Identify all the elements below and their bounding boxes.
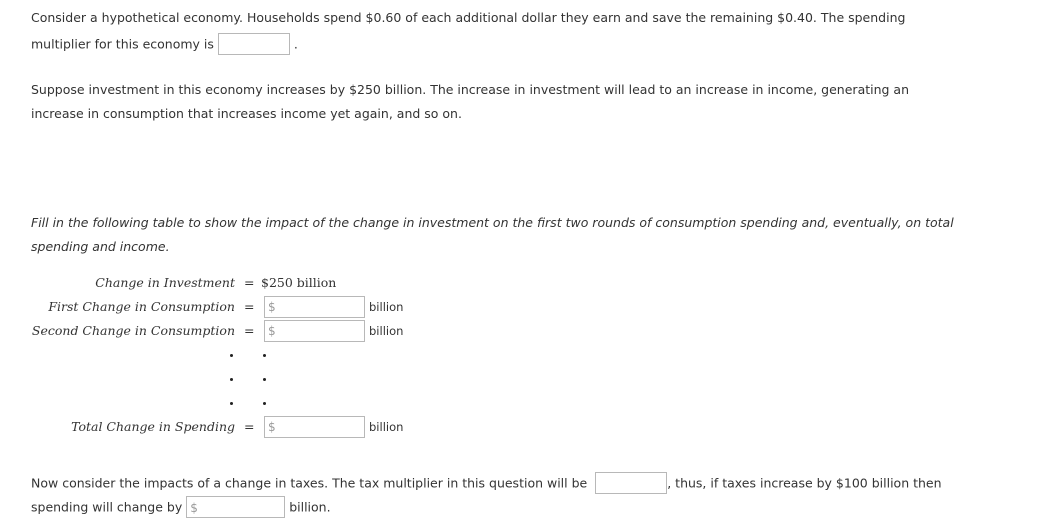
dollar-prefix: $ [268, 420, 276, 434]
ellipsis-dot [263, 354, 266, 357]
dollar-prefix: $ [190, 501, 198, 515]
ellipsis-dot [230, 378, 233, 381]
spending-change-input[interactable] [186, 496, 285, 518]
change-in-investment-value: $250 billion [261, 275, 337, 290]
taxes-line-2-text: spending will change by [31, 499, 183, 515]
first-change-unit: billion [369, 300, 404, 314]
change-in-investment-label: Change in Investment [95, 275, 235, 290]
ellipsis-dot [263, 378, 266, 381]
equals-sign-1: = [244, 275, 255, 290]
spending-multiplier-input[interactable] [218, 33, 290, 55]
equals-sign-2: = [244, 299, 255, 314]
total-change-spending-input[interactable] [264, 416, 365, 438]
intro-line-2 [31, 34, 298, 56]
total-change-spending-label: Total Change in Spending [71, 419, 235, 434]
dollar-prefix: $ [268, 300, 276, 314]
intro-line-2-period: . [293, 36, 298, 52]
investment-line-1: Suppose investment in this economy increases by $250 billion. The increase in investment will lead to an increase in income, generating an [31, 82, 910, 97]
instructions-line-1: Fill in the following table to show the impact of the change in investment on the first two rounds of consumption spending and, eventually, on total [31, 215, 954, 230]
taxes-line-1-suffix: , thus, if taxes increase by $100 billion then [667, 475, 942, 491]
ellipsis-dot [230, 354, 233, 357]
investment-line-2: increase in consumption that increases income yet again, and so on. [31, 106, 462, 121]
ellipsis-dot [230, 402, 233, 405]
tax-multiplier-input[interactable] [595, 472, 667, 494]
second-change-consumption-input[interactable] [264, 320, 365, 342]
equals-sign-3: = [244, 323, 255, 338]
intro-line-1: Consider a hypothetical economy. Households spend $0.60 of each additional dollar they earn and save the remaining $0.40. The spending [31, 10, 906, 25]
first-change-consumption-label: First Change in Consumption [48, 299, 235, 314]
taxes-line-1 [31, 473, 942, 495]
second-change-unit: billion [369, 324, 404, 338]
second-change-consumption-label: Second Change in Consumption [31, 323, 235, 338]
equals-sign-4: = [244, 419, 255, 434]
total-change-unit: billion [369, 420, 404, 434]
instructions-line-2: spending and income. [31, 239, 170, 254]
ellipsis-dot [263, 402, 266, 405]
first-change-consumption-input[interactable] [264, 296, 365, 318]
taxes-line-1-text: Now consider the impacts of a change in taxes. The tax multiplier in this question will be [31, 475, 588, 491]
taxes-line-2-suffix: billion. [289, 499, 331, 515]
dollar-prefix: $ [268, 324, 276, 338]
taxes-line-2 [31, 497, 331, 519]
intro-line-2-text: multiplier for this economy is [31, 36, 214, 52]
